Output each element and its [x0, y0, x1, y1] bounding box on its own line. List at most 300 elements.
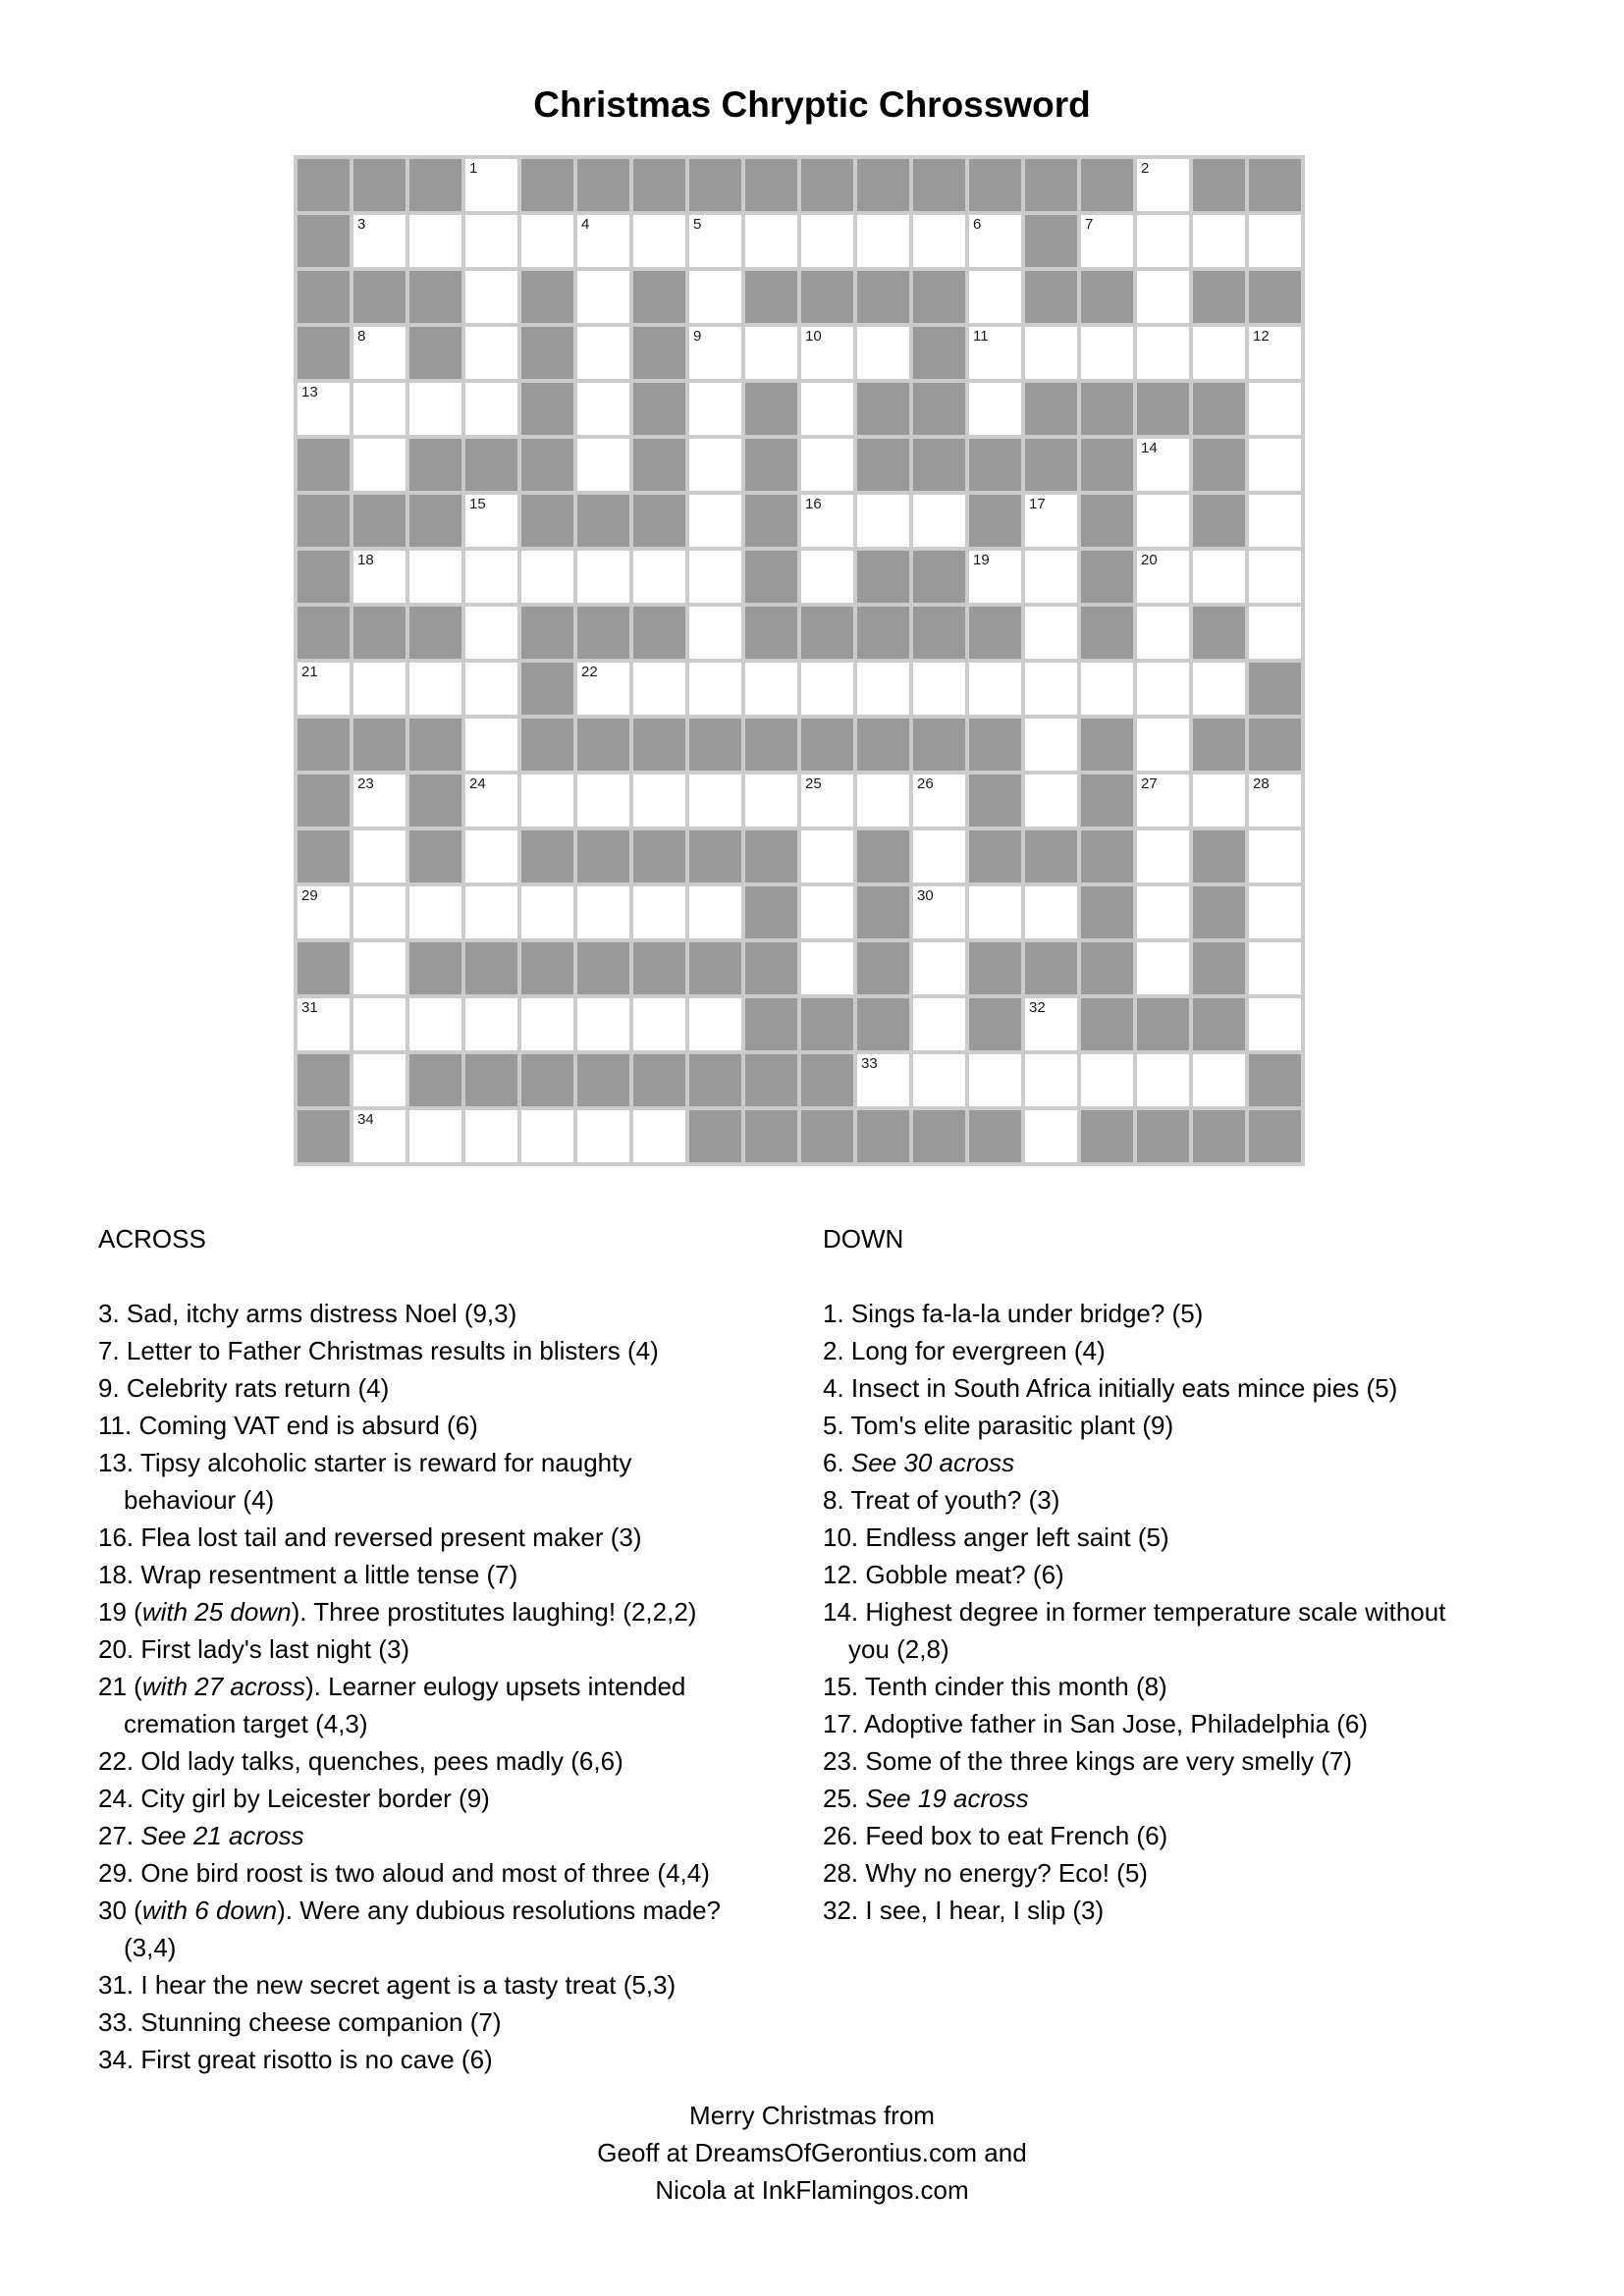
grid-cell[interactable] — [1249, 607, 1301, 659]
grid-cell[interactable] — [353, 1110, 406, 1162]
grid-cell[interactable] — [353, 663, 406, 715]
grid-cell[interactable] — [689, 271, 741, 323]
grid-cell[interactable] — [1193, 551, 1245, 603]
grid-cell[interactable] — [857, 327, 909, 379]
down-clue: 25. See 19 across — [823, 1784, 1029, 1813]
grid-cell[interactable] — [465, 159, 517, 211]
grid-cell[interactable] — [1249, 551, 1301, 603]
grid-cell[interactable] — [353, 1054, 406, 1106]
grid-cell[interactable] — [1249, 495, 1301, 547]
grid-cell[interactable] — [353, 830, 406, 882]
across-clues-section — [98, 1220, 815, 2078]
cell-number: 26 — [917, 775, 934, 792]
footer-line: Nicola at InkFlamingos.com — [655, 2175, 969, 2205]
grid-block-cell — [409, 774, 461, 827]
grid-cell[interactable] — [1081, 1054, 1133, 1106]
grid-cell[interactable] — [745, 215, 797, 267]
grid-block-cell — [298, 1110, 350, 1162]
cell-number: 1 — [469, 160, 478, 177]
grid-cell[interactable] — [801, 942, 853, 994]
grid-block-cell — [353, 719, 406, 771]
grid-block-cell — [1193, 271, 1245, 323]
grid-cell[interactable] — [465, 719, 517, 771]
grid-cell[interactable] — [577, 439, 629, 491]
down-clue: 28. Why no energy? Eco! (5) — [823, 1858, 1148, 1888]
grid-block-cell — [1081, 159, 1133, 211]
grid-block-cell — [1249, 1110, 1301, 1162]
grid-cell[interactable] — [689, 998, 741, 1050]
grid-block-cell — [1193, 942, 1245, 994]
grid-block-cell — [298, 271, 350, 323]
grid-cell[interactable] — [801, 663, 853, 715]
grid-cell[interactable] — [465, 998, 517, 1050]
clue-cross-reference: See 19 across — [865, 1784, 1029, 1813]
grid-block-cell — [913, 1110, 965, 1162]
cell-number: 18 — [357, 552, 374, 568]
grid-cell[interactable] — [633, 774, 685, 827]
cell-number: 4 — [581, 216, 590, 233]
grid-cell[interactable] — [1249, 774, 1301, 827]
cell-number: 21 — [301, 664, 318, 680]
grid-cell[interactable] — [801, 830, 853, 882]
grid-cell[interactable] — [913, 1054, 965, 1106]
grid-block-cell — [1081, 942, 1133, 994]
grid-cell[interactable] — [801, 215, 853, 267]
grid-cell[interactable] — [689, 774, 741, 827]
grid-cell[interactable] — [633, 998, 685, 1050]
grid-block-cell — [1193, 607, 1245, 659]
grid-cell[interactable] — [1137, 215, 1189, 267]
cell-number: 13 — [301, 384, 318, 400]
grid-block-cell — [633, 159, 685, 211]
grid-cell[interactable] — [1193, 1054, 1245, 1106]
grid-cell[interactable] — [521, 886, 573, 938]
grid-cell[interactable] — [745, 663, 797, 715]
grid-cell[interactable] — [913, 215, 965, 267]
grid-block-cell — [689, 1054, 741, 1106]
grid-cell[interactable] — [298, 383, 350, 435]
grid-cell[interactable] — [298, 886, 350, 938]
grid-cell[interactable] — [1137, 439, 1189, 491]
grid-cell[interactable] — [409, 663, 461, 715]
grid-block-cell — [1081, 551, 1133, 603]
grid-block-cell — [1081, 439, 1133, 491]
grid-cell[interactable] — [353, 439, 406, 491]
down-clue: 32. I see, I hear, I slip (3) — [823, 1896, 1105, 1925]
grid-block-cell — [298, 719, 350, 771]
grid-cell[interactable] — [969, 551, 1021, 603]
clue-cross-reference: See 30 across — [850, 1448, 1015, 1477]
grid-cell[interactable] — [913, 998, 965, 1050]
across-clue: 11. Coming VAT end is absurd (6) — [98, 1411, 478, 1440]
cell-number: 10 — [805, 328, 822, 345]
grid-cell[interactable] — [577, 1110, 629, 1162]
cell-number: 20 — [1141, 552, 1158, 568]
grid-block-cell — [633, 495, 685, 547]
grid-cell[interactable] — [689, 327, 741, 379]
grid-cell[interactable] — [409, 998, 461, 1050]
grid-cell[interactable] — [633, 551, 685, 603]
grid-cell[interactable] — [409, 886, 461, 938]
grid-block-cell — [745, 830, 797, 882]
cell-number: 34 — [357, 1111, 374, 1128]
grid-cell[interactable] — [633, 1110, 685, 1162]
grid-cell[interactable] — [577, 327, 629, 379]
grid-cell[interactable] — [1025, 327, 1077, 379]
grid-block-cell — [689, 942, 741, 994]
grid-block-cell — [353, 159, 406, 211]
down-clue: 6. See 30 across — [823, 1448, 1015, 1477]
grid-cell[interactable] — [353, 998, 406, 1050]
grid-cell[interactable] — [465, 886, 517, 938]
grid-block-cell — [801, 271, 853, 323]
grid-cell[interactable] — [969, 886, 1021, 938]
grid-block-cell — [409, 719, 461, 771]
grid-cell[interactable] — [465, 551, 517, 603]
grid-cell[interactable] — [857, 1054, 909, 1106]
grid-block-cell — [857, 942, 909, 994]
grid-block-cell — [577, 159, 629, 211]
grid-cell[interactable] — [577, 551, 629, 603]
grid-block-cell — [801, 607, 853, 659]
grid-cell[interactable] — [1137, 607, 1189, 659]
grid-block-cell — [857, 886, 909, 938]
grid-cell[interactable] — [633, 215, 685, 267]
grid-block-cell — [521, 159, 573, 211]
grid-cell[interactable] — [465, 663, 517, 715]
grid-cell[interactable] — [1025, 551, 1077, 603]
cell-number: 24 — [469, 775, 486, 792]
grid-block-cell — [1193, 830, 1245, 882]
grid-block-cell — [298, 607, 350, 659]
grid-cell[interactable] — [1137, 663, 1189, 715]
grid-block-cell — [745, 383, 797, 435]
grid-cell[interactable] — [1137, 942, 1189, 994]
grid-cell[interactable] — [689, 383, 741, 435]
grid-block-cell — [633, 942, 685, 994]
grid-block-cell — [633, 1054, 685, 1106]
grid-cell[interactable] — [465, 271, 517, 323]
grid-cell[interactable] — [913, 830, 965, 882]
grid-cell[interactable] — [521, 998, 573, 1050]
grid-cell[interactable] — [409, 1110, 461, 1162]
grid-cell[interactable] — [969, 1054, 1021, 1106]
grid-cell[interactable] — [1137, 271, 1189, 323]
grid-cell[interactable] — [1193, 215, 1245, 267]
grid-cell[interactable] — [1249, 383, 1301, 435]
grid-cell[interactable] — [1137, 830, 1189, 882]
grid-block-cell — [689, 830, 741, 882]
grid-cell[interactable] — [633, 663, 685, 715]
across-clue: 27. See 21 across — [98, 1821, 304, 1850]
grid-cell[interactable] — [633, 886, 685, 938]
grid-cell[interactable] — [1025, 774, 1077, 827]
grid-cell[interactable] — [465, 1110, 517, 1162]
grid-cell[interactable] — [1137, 327, 1189, 379]
grid-block-cell — [1025, 830, 1077, 882]
grid-cell[interactable] — [1249, 327, 1301, 379]
grid-cell[interactable] — [577, 663, 629, 715]
grid-block-cell — [745, 271, 797, 323]
grid-block-cell — [298, 495, 350, 547]
across-header: ACROSS — [98, 1224, 206, 1254]
grid-block-cell — [1193, 383, 1245, 435]
grid-cell[interactable] — [1025, 1110, 1077, 1162]
grid-cell[interactable] — [521, 774, 573, 827]
down-clue: 15. Tenth cinder this month (8) — [823, 1672, 1167, 1701]
down-clue: 26. Feed box to eat French (6) — [823, 1821, 1168, 1850]
grid-cell[interactable] — [1025, 495, 1077, 547]
grid-cell[interactable] — [409, 551, 461, 603]
grid-block-cell — [521, 607, 573, 659]
grid-cell[interactable] — [1137, 1054, 1189, 1106]
grid-cell[interactable] — [1137, 774, 1189, 827]
cell-number: 3 — [357, 216, 366, 233]
grid-cell[interactable] — [1249, 439, 1301, 491]
grid-block-cell — [409, 495, 461, 547]
grid-block-cell — [465, 942, 517, 994]
grid-cell[interactable] — [913, 774, 965, 827]
grid-block-cell — [521, 1054, 573, 1106]
grid-cell[interactable] — [577, 774, 629, 827]
grid-block-cell — [801, 998, 853, 1050]
grid-block-cell — [577, 1054, 629, 1106]
grid-cell[interactable] — [801, 439, 853, 491]
cell-number: 31 — [301, 999, 318, 1016]
grid-block-cell — [521, 383, 573, 435]
grid-block-cell — [1249, 159, 1301, 211]
grid-cell[interactable] — [689, 551, 741, 603]
grid-cell[interactable] — [298, 663, 350, 715]
grid-cell[interactable] — [1081, 215, 1133, 267]
grid-block-cell — [969, 830, 1021, 882]
grid-cell[interactable] — [1249, 942, 1301, 994]
grid-block-cell — [1025, 159, 1077, 211]
grid-cell[interactable] — [857, 663, 909, 715]
grid-block-cell — [298, 439, 350, 491]
grid-block-cell — [1025, 942, 1077, 994]
grid-cell[interactable] — [353, 886, 406, 938]
cell-number: 5 — [693, 216, 702, 233]
cell-number: 16 — [805, 496, 822, 512]
grid-cell[interactable] — [913, 663, 965, 715]
footer-line: Merry Christmas from — [689, 2101, 935, 2130]
grid-block-cell — [745, 1110, 797, 1162]
clue-cross-reference: with 6 down — [141, 1896, 278, 1925]
grid-block-cell — [409, 607, 461, 659]
grid-cell[interactable] — [298, 998, 350, 1050]
grid-cell[interactable] — [1249, 998, 1301, 1050]
grid-cell[interactable] — [521, 551, 573, 603]
grid-block-cell — [521, 327, 573, 379]
down-clue: 8. Treat of youth? (3) — [823, 1485, 1060, 1515]
grid-cell[interactable] — [969, 271, 1021, 323]
grid-block-cell — [409, 271, 461, 323]
grid-block-cell — [298, 159, 350, 211]
grid-cell[interactable] — [465, 327, 517, 379]
down-clue: 12. Gobble meat? (6) — [823, 1560, 1064, 1589]
grid-block-cell — [689, 719, 741, 771]
across-clue: 9. Celebrity rats return (4) — [98, 1373, 390, 1403]
grid-cell[interactable] — [801, 886, 853, 938]
cell-number: 12 — [1253, 328, 1270, 345]
grid-cell[interactable] — [1137, 495, 1189, 547]
grid-cell[interactable] — [689, 663, 741, 715]
grid-cell[interactable] — [913, 942, 965, 994]
grid-cell[interactable] — [969, 663, 1021, 715]
grid-cell[interactable] — [857, 215, 909, 267]
grid-cell[interactable] — [1025, 607, 1077, 659]
grid-cell[interactable] — [1137, 719, 1189, 771]
grid-block-cell — [521, 495, 573, 547]
grid-cell[interactable] — [465, 607, 517, 659]
grid-cell[interactable] — [1025, 1054, 1077, 1106]
grid-cell[interactable] — [353, 327, 406, 379]
grid-cell[interactable] — [1025, 663, 1077, 715]
grid-block-cell — [1025, 215, 1077, 267]
grid-block-cell — [1081, 495, 1133, 547]
grid-block-cell — [521, 830, 573, 882]
cell-number: 33 — [861, 1055, 878, 1072]
grid-cell[interactable] — [801, 495, 853, 547]
grid-cell[interactable] — [913, 886, 965, 938]
grid-cell[interactable] — [689, 607, 741, 659]
grid-cell[interactable] — [465, 774, 517, 827]
grid-cell[interactable] — [465, 215, 517, 267]
grid-block-cell — [298, 942, 350, 994]
grid-block-cell — [298, 830, 350, 882]
grid-block-cell — [577, 607, 629, 659]
grid-block-cell — [1081, 1110, 1133, 1162]
grid-cell[interactable] — [577, 886, 629, 938]
grid-cell[interactable] — [801, 774, 853, 827]
grid-cell[interactable] — [689, 439, 741, 491]
grid-cell[interactable] — [1249, 830, 1301, 882]
grid-cell[interactable] — [521, 1110, 573, 1162]
grid-block-cell — [1193, 719, 1245, 771]
grid-cell[interactable] — [577, 998, 629, 1050]
down-clue-list — [823, 1295, 1608, 1929]
grid-cell[interactable] — [353, 215, 406, 267]
grid-block-cell — [689, 1110, 741, 1162]
grid-cell[interactable] — [745, 327, 797, 379]
grid-block-cell — [1081, 886, 1133, 938]
grid-cell[interactable] — [1081, 327, 1133, 379]
grid-cell[interactable] — [1025, 998, 1077, 1050]
down-clue: 10. Endless anger left saint (5) — [823, 1522, 1169, 1552]
grid-block-cell — [577, 830, 629, 882]
grid-block-cell — [353, 607, 406, 659]
grid-cell[interactable] — [1249, 215, 1301, 267]
grid-block-cell — [969, 998, 1021, 1050]
grid-cell[interactable] — [465, 495, 517, 547]
grid-block-cell — [521, 271, 573, 323]
grid-cell[interactable] — [1193, 327, 1245, 379]
grid-cell[interactable] — [1137, 551, 1189, 603]
footer-line: Geoff at DreamsOfGerontius.com and — [597, 2138, 1027, 2167]
grid-cell[interactable] — [1025, 719, 1077, 771]
grid-block-cell — [745, 159, 797, 211]
grid-block-cell — [913, 327, 965, 379]
grid-block-cell — [1081, 607, 1133, 659]
grid-cell[interactable] — [353, 551, 406, 603]
grid-cell[interactable] — [1137, 159, 1189, 211]
grid-cell[interactable] — [1025, 886, 1077, 938]
grid-cell[interactable] — [969, 215, 1021, 267]
grid-cell[interactable] — [1081, 663, 1133, 715]
grid-cell[interactable] — [857, 774, 909, 827]
down-clue: 2. Long for evergreen (4) — [823, 1336, 1106, 1365]
grid-cell[interactable] — [465, 830, 517, 882]
cell-number: 29 — [301, 887, 318, 904]
grid-cell[interactable] — [409, 215, 461, 267]
grid-cell[interactable] — [1249, 886, 1301, 938]
down-clue: 1. Sings fa-la-la under bridge? (5) — [823, 1299, 1204, 1328]
grid-cell[interactable] — [353, 383, 406, 435]
across-clue: 24. City girl by Leicester border (9) — [98, 1784, 490, 1813]
cell-number: 19 — [973, 552, 990, 568]
grid-block-cell — [298, 1054, 350, 1106]
grid-cell[interactable] — [465, 383, 517, 435]
down-clue: 5. Tom's elite parasitic plant (9) — [823, 1411, 1174, 1440]
grid-block-cell — [633, 830, 685, 882]
grid-block-cell — [913, 159, 965, 211]
grid-cell[interactable] — [353, 942, 406, 994]
grid-cell[interactable] — [689, 215, 741, 267]
grid-cell[interactable] — [577, 215, 629, 267]
grid-block-cell — [298, 215, 350, 267]
grid-cell[interactable] — [689, 886, 741, 938]
grid-block-cell — [857, 551, 909, 603]
across-clue: 29. One bird roost is two aloud and most of three (4,4) — [98, 1858, 710, 1888]
grid-block-cell — [1081, 719, 1133, 771]
grid-cell[interactable] — [801, 551, 853, 603]
grid-cell[interactable] — [409, 383, 461, 435]
grid-block-cell — [298, 551, 350, 603]
grid-cell[interactable] — [1137, 886, 1189, 938]
grid-block-cell — [1137, 383, 1189, 435]
grid-cell[interactable] — [969, 383, 1021, 435]
cell-number: 2 — [1141, 160, 1150, 177]
grid-cell[interactable] — [913, 495, 965, 547]
grid-cell[interactable] — [857, 495, 909, 547]
grid-block-cell — [801, 719, 853, 771]
cell-number: 15 — [469, 496, 486, 512]
cell-number: 7 — [1085, 216, 1094, 233]
grid-cell[interactable] — [689, 495, 741, 547]
grid-cell[interactable] — [521, 215, 573, 267]
grid-block-cell — [745, 1054, 797, 1106]
grid-cell[interactable] — [801, 327, 853, 379]
across-clue: 19 (with 25 down). Three prostitutes laughing! (2,2,2) — [98, 1597, 697, 1627]
grid-cell[interactable] — [745, 774, 797, 827]
grid-block-cell — [745, 998, 797, 1050]
grid-cell[interactable] — [1193, 774, 1245, 827]
grid-cell[interactable] — [969, 327, 1021, 379]
grid-block-cell — [913, 383, 965, 435]
grid-block-cell — [577, 495, 629, 547]
grid-block-cell — [1193, 998, 1245, 1050]
grid-cell[interactable] — [577, 383, 629, 435]
cell-number: 6 — [973, 216, 982, 233]
grid-block-cell — [409, 439, 461, 491]
grid-cell[interactable] — [577, 271, 629, 323]
grid-cell[interactable] — [801, 383, 853, 435]
grid-block-cell — [745, 719, 797, 771]
grid-block-cell — [913, 607, 965, 659]
grid-cell[interactable] — [353, 774, 406, 827]
grid-cell[interactable] — [1193, 663, 1245, 715]
